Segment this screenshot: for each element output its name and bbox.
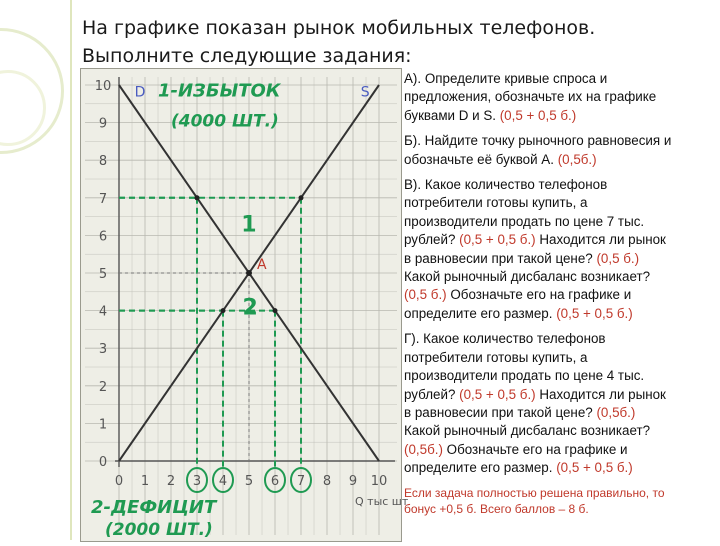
task-text: Обозначьте его на графике и — [442, 441, 628, 457]
task-block — [404, 330, 720, 477]
bonus-line: Если задача полностью решена правильно, то — [404, 485, 665, 500]
x-tick-label: 0 — [114, 474, 124, 489]
surplus-marker: 1 — [241, 212, 257, 238]
bonus-line: бонус +0,5 б. Всего баллов – 8 б. — [404, 501, 589, 516]
x-tick-label: 8 — [322, 474, 332, 489]
task-block — [404, 176, 720, 323]
task-text: буквами D и S. — [404, 107, 500, 123]
task-block — [404, 70, 720, 125]
task-line — [404, 349, 720, 367]
task-text: в равновесии при такой цене? — [404, 250, 597, 266]
task-text: Г). Какое количество телефонов — [404, 331, 606, 347]
slide-title — [82, 14, 702, 70]
deficit-marker: 2 — [242, 295, 258, 321]
task-line — [404, 305, 720, 323]
task-line — [404, 70, 720, 88]
x-tick-label: 9 — [348, 474, 358, 489]
bonus-note — [404, 485, 720, 517]
task-line — [404, 132, 720, 150]
demand-label: D — [134, 84, 146, 101]
decor-line — [70, 0, 72, 540]
task-text: определите его размер. — [404, 305, 557, 321]
task-points: (0,5 б.) — [404, 287, 447, 303]
title-line-1: На графике показан рынок мобильных телефонов. — [82, 17, 596, 39]
task-points: (0,5 + 0,5 б.) — [459, 386, 536, 402]
intersection-point — [273, 308, 278, 313]
task-text: потребители готовы купить, а — [404, 195, 588, 211]
supply-label: S — [360, 84, 370, 101]
task-points: (0,5 + 0,5 б.) — [459, 232, 536, 248]
task-text: Обозначьте его на графике и — [446, 287, 632, 303]
task-line — [404, 404, 720, 422]
deficit-title: 2-ДЕФИЦИТ — [91, 497, 217, 518]
task-points: (0,5б.) — [404, 441, 443, 457]
chart-photo — [80, 68, 409, 542]
slide-decoration — [0, 0, 82, 540]
task-text: А). Определите кривые спроса и — [404, 71, 608, 86]
x-tick-label: 4 — [218, 474, 228, 489]
task-line — [404, 231, 720, 249]
task-line — [404, 151, 720, 169]
task-text: потребители готовы купить, а — [404, 349, 588, 365]
y-tick-label: 5 — [98, 267, 108, 282]
intersection-point — [299, 195, 304, 200]
task-line — [404, 459, 720, 477]
task-text: предложения, обозначьте их на графике — [404, 89, 657, 105]
task-line — [404, 250, 720, 268]
y-tick-label: 8 — [98, 154, 108, 170]
x-tick-label: 2 — [166, 474, 176, 489]
title-line-2: Выполните следующие задания: — [82, 45, 412, 67]
y-tick-label: 6 — [98, 229, 108, 245]
surplus-amount: (4000 ШТ.) — [171, 111, 279, 132]
x-tick-label: 5 — [244, 474, 254, 489]
task-points: (0,5б.) — [596, 404, 636, 420]
x-tick-label: 10 — [370, 474, 388, 489]
x-tick-label: 3 — [192, 474, 202, 489]
task-text: Находится ли рынок — [535, 232, 666, 248]
y-tick-label: 3 — [98, 342, 108, 358]
task-line — [404, 194, 720, 212]
x-tick-label: 7 — [296, 474, 306, 489]
task-line — [404, 441, 720, 459]
y-tick-label: 1 — [98, 417, 108, 433]
task-points: (0,5 + 0,5 б.) — [556, 460, 633, 476]
x-tick-label: 6 — [270, 474, 280, 489]
x-tick-label: 1 — [140, 474, 150, 489]
task-text: обозначьте её буквой А. — [404, 151, 558, 167]
task-line — [404, 176, 720, 194]
intersection-point — [195, 195, 200, 200]
task-text: Какой рыночный дисбаланс возникает? — [404, 423, 651, 439]
task-line — [404, 422, 720, 440]
equilibrium-point — [246, 270, 252, 276]
task-text: производители продать по цене 7 тыс. — [404, 213, 645, 229]
y-tick-label: 2 — [98, 379, 108, 395]
y-tick-label: 7 — [98, 191, 108, 207]
task-line — [404, 286, 720, 304]
task-points: (0,5 б.) — [596, 250, 640, 266]
task-text: производители продать по цене 4 тыс. — [404, 368, 645, 384]
y-tick-label: 10 — [94, 79, 112, 94]
deficit-amount: (2000 ШТ.) — [105, 520, 213, 540]
task-line — [404, 268, 720, 286]
market-chart — [81, 69, 409, 541]
task-line — [404, 330, 720, 348]
task-text: Находится ли рынок — [535, 386, 666, 402]
task-text: Б). Найдите точку рыночного равновесия и — [404, 133, 672, 149]
intersection-point — [221, 308, 226, 313]
task-list — [404, 70, 720, 540]
surplus-title: 1-ИЗБЫТОК — [158, 80, 281, 102]
task-text: рублей? — [404, 386, 460, 402]
task-points: (0,5 + 0,5 б.) — [556, 305, 633, 321]
task-line — [404, 386, 720, 404]
task-text: рублей? — [404, 232, 460, 248]
equilibrium-label: A — [257, 257, 267, 273]
x-axis-label: Q тыс шт — [355, 495, 409, 508]
task-points: (0,5 + 0,5 б.) — [499, 107, 577, 123]
task-text: В). Какое количество телефонов — [404, 177, 608, 193]
task-line — [404, 213, 720, 231]
task-points: (0,5б.) — [557, 151, 597, 167]
task-block — [404, 132, 720, 169]
y-tick-label: 9 — [98, 116, 108, 132]
y-tick-label: 4 — [98, 304, 108, 320]
task-text: в равновесии при такой цене? — [404, 404, 597, 420]
task-text: Какой рыночный дисбаланс возникает? — [404, 269, 651, 285]
task-line — [404, 88, 720, 106]
task-line — [404, 107, 720, 125]
task-line — [404, 367, 720, 385]
task-text: определите его размер. — [404, 460, 557, 476]
y-tick-label: 0 — [98, 455, 108, 470]
